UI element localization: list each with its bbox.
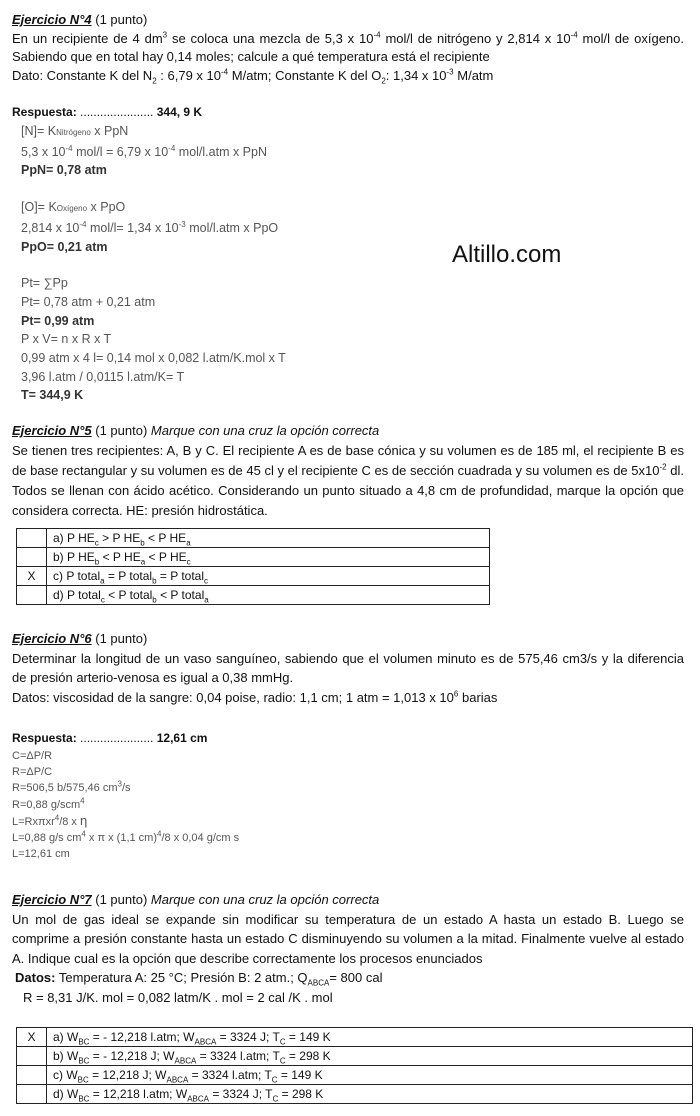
solution-result: T= 344,9 K bbox=[21, 388, 84, 403]
opt-part: = 3324 J; T bbox=[208, 1087, 273, 1101]
solution-line bbox=[21, 143, 693, 162]
sol-part: 4 bbox=[80, 795, 85, 805]
option-text bbox=[47, 1066, 693, 1085]
opt-part: = 3324 J; T bbox=[216, 1030, 280, 1044]
sol-part: x π x (1,1 cm) bbox=[85, 832, 158, 845]
ex6-answer bbox=[12, 729, 684, 748]
opt-part: = 3324 l.atm; T bbox=[188, 1068, 272, 1082]
opt-part: = P total bbox=[156, 569, 205, 583]
ex4-text: -4 bbox=[570, 30, 578, 40]
sol-part: 3 bbox=[117, 779, 122, 789]
answer-value: 12,61 cm bbox=[156, 731, 208, 745]
opt-part: C bbox=[279, 1056, 286, 1066]
opt-part: = P total bbox=[104, 569, 153, 583]
ex4-answer bbox=[12, 103, 684, 122]
sol-part: /8 x 0,04 g/cm s bbox=[161, 832, 240, 845]
ex4-dato-part: M/atm; Constante K del O bbox=[231, 67, 382, 83]
ex7-datos: Temperatura A: 25 °C; Presión B: 2 atm.; Q bbox=[58, 970, 308, 985]
opt-part: ABCA bbox=[166, 1075, 189, 1085]
option-row[interactable] bbox=[17, 1047, 693, 1066]
opt-part: = - 12,218 l.atm; W bbox=[89, 1030, 195, 1044]
ex6-points: (1 punto) bbox=[95, 631, 148, 646]
ex7-title: Ejercicio N°7 bbox=[12, 892, 92, 907]
option-text bbox=[47, 1028, 693, 1047]
ex4-text: se coloca una mezcla de 5,3 x 10 bbox=[171, 30, 374, 46]
option-text bbox=[47, 586, 490, 605]
answer-label: Respuesta: bbox=[12, 105, 77, 119]
option-row[interactable] bbox=[17, 1028, 693, 1047]
option-mark[interactable] bbox=[17, 1047, 47, 1066]
solution-line: 0,99 atm x 4 l= 0,14 mol x 0,082 l.atm/K.mol x T bbox=[21, 351, 286, 366]
sol-part: 2,814 x 10 bbox=[21, 220, 80, 235]
ex5-options-table bbox=[16, 528, 490, 605]
ex4-solution bbox=[12, 122, 693, 405]
sol-part: 4 bbox=[81, 829, 86, 839]
sol-part: -3 bbox=[178, 219, 186, 229]
option-row[interactable] bbox=[17, 548, 490, 567]
ex6-solution bbox=[12, 748, 684, 862]
ex4-text: oxígeno. Sabiendo que en total hay 0,14 moles; calcule a qué temperatura está el recipiente bbox=[12, 30, 684, 64]
sol-part: R=506,5 b/575,46 cm bbox=[12, 782, 118, 795]
opt-part: C bbox=[272, 1094, 279, 1104]
sol-part: mol/l.atm x PpN bbox=[178, 144, 267, 159]
answer-dots: ...................... bbox=[80, 731, 154, 745]
solution-line: Pt= ∑Pp bbox=[21, 276, 68, 291]
sol-part: mol/l = 6,79 x 10 bbox=[76, 144, 169, 159]
sol-part: η bbox=[80, 812, 88, 828]
watermark: Altillo.com bbox=[452, 241, 562, 268]
ex5-instruction: Marque con una cruz la opción correcta bbox=[150, 423, 380, 438]
option-row[interactable] bbox=[17, 586, 490, 605]
ex4-dato-part: : 1,34 x 10 bbox=[385, 67, 447, 83]
opt-part: b) P HE bbox=[53, 550, 95, 564]
sol-part: 4 bbox=[157, 829, 162, 839]
opt-part: < P HE bbox=[99, 550, 141, 564]
ex6-title: Ejercicio N°6 bbox=[12, 631, 92, 646]
solution-line bbox=[21, 122, 693, 143]
sol-part: mol/l.atm x PpO bbox=[189, 220, 279, 235]
opt-part: c) W bbox=[53, 1068, 78, 1082]
sol-part: L=Rxπxr bbox=[12, 815, 55, 828]
ex7-datos: = 800 cal bbox=[329, 970, 383, 985]
ex4-title: Ejercicio N°4 bbox=[12, 12, 92, 27]
ex6-statement bbox=[12, 629, 684, 707]
option-mark[interactable] bbox=[17, 529, 47, 548]
ex4-dato-part: 2 bbox=[152, 76, 157, 86]
ex7-options-table bbox=[16, 1027, 693, 1104]
option-row[interactable] bbox=[17, 1066, 693, 1085]
opt-part: b bbox=[140, 538, 145, 548]
opt-part: c bbox=[204, 576, 209, 586]
sol-part: [N]= K bbox=[21, 124, 57, 138]
opt-part: ABCA bbox=[194, 1037, 217, 1047]
sol-part: Oxígeno bbox=[56, 204, 88, 214]
ex6-datos: barias bbox=[461, 689, 498, 705]
opt-part: < P HE bbox=[144, 531, 187, 545]
ex7-instruction: Marque con una cruz la opción correcta bbox=[150, 892, 380, 907]
option-mark[interactable]: X bbox=[17, 1028, 47, 1047]
sol-part: -4 bbox=[65, 143, 73, 153]
opt-part: BC bbox=[78, 1037, 90, 1047]
opt-part: b bbox=[152, 576, 157, 586]
opt-part: = - 12,218 J; W bbox=[89, 1049, 175, 1063]
ex4-dato-part: : 6,79 x 10 bbox=[160, 67, 221, 83]
opt-part: = 3324 l.atm; T bbox=[196, 1049, 280, 1063]
opt-part: C bbox=[271, 1075, 278, 1085]
opt-part: d) P total bbox=[53, 588, 101, 602]
ex4-text: mol/l de bbox=[582, 30, 630, 46]
ex6-datos: Datos: viscosidad de la sangre: 0,04 poise, radio: 1,1 cm; 1 atm = 1,013 x 10 bbox=[12, 689, 454, 705]
solution-line: C=ΔP/R bbox=[12, 750, 53, 762]
option-mark[interactable] bbox=[17, 548, 47, 567]
ex4-text: mol/l de nitrógeno y 2,814 x 10 bbox=[385, 30, 571, 46]
solution-line bbox=[12, 830, 684, 846]
ex4-dato-part: M/atm bbox=[457, 67, 494, 83]
sol-part: -4 bbox=[168, 143, 176, 153]
ex6-text: Determinar la longitud de un vaso sanguíneo, sabiendo que el volumen minuto es de 575,46 cm3/s y la diferencia de presión arterio-venosa es igual a 0,38 mmHg. bbox=[12, 650, 684, 685]
sol-part: 5,3 x 10 bbox=[21, 144, 66, 159]
option-row[interactable] bbox=[17, 529, 490, 548]
opt-part: = 149 K bbox=[277, 1068, 323, 1082]
ex7-text: Un mol de gas ideal se expande sin modificar su temperatura de un estado A hasta un estado B. Luego se comprime a presión constante hasta un estado C disminuyendo su volumen a la mitad. Finalmente vuelve al estado A. Indique cual es la opción que describe correctamente los procesos enunciados bbox=[12, 911, 684, 966]
opt-part: < P total bbox=[156, 588, 205, 602]
solution-line bbox=[21, 219, 693, 238]
option-text bbox=[47, 1047, 693, 1066]
option-row[interactable] bbox=[17, 567, 490, 586]
solution-line: R=ΔP/C bbox=[12, 766, 53, 779]
ex4-statement bbox=[12, 11, 684, 85]
option-text bbox=[47, 548, 490, 567]
opt-part: b) W bbox=[53, 1049, 79, 1063]
ex5-text: Se tienen tres recipientes: A, B y C. El recipiente A es de base cónica y su volumen es de 185 ml, el recipiente B es de base rectangular y su volumen es de 45 cl y el recipiente C es de sección cuadrada y su volumen es de 5x10 bbox=[12, 443, 684, 478]
opt-part: d) W bbox=[53, 1087, 79, 1101]
ex4-dato-part: 2 bbox=[381, 76, 386, 86]
opt-part: BC bbox=[78, 1094, 90, 1104]
opt-part: c bbox=[94, 538, 99, 548]
solution-line bbox=[12, 780, 684, 796]
sol-part: [O]= K bbox=[21, 200, 57, 215]
sol-part: L=0,88 g/s cm bbox=[12, 832, 82, 845]
ex7-datos: ABCA bbox=[307, 978, 330, 988]
opt-part: b bbox=[94, 557, 100, 567]
ex4-points: (1 punto) bbox=[95, 12, 148, 27]
ex4-text: 3 bbox=[162, 30, 168, 40]
opt-part: > P HE bbox=[98, 531, 141, 545]
option-text bbox=[47, 1085, 693, 1104]
sol-part: x PpO bbox=[90, 200, 126, 215]
ex4-dato-part: -4 bbox=[221, 67, 229, 77]
option-text bbox=[47, 529, 490, 548]
opt-part: ABCA bbox=[174, 1056, 197, 1066]
sol-part: x PpN bbox=[94, 124, 129, 138]
ex7-r-line: R = 8,31 J/K. mol = 0,082 latm/K . mol = 2 cal /K . mol bbox=[23, 989, 333, 1005]
ex6-datos: 6 bbox=[453, 689, 459, 699]
option-mark[interactable] bbox=[17, 586, 47, 605]
opt-part: = 298 K bbox=[285, 1049, 331, 1063]
solution-line: L=12,61 cm bbox=[12, 848, 70, 861]
opt-part: c bbox=[100, 595, 105, 605]
opt-part: < P total bbox=[104, 588, 153, 602]
ex5-text: -2 bbox=[659, 462, 667, 472]
opt-part: a) W bbox=[53, 1030, 79, 1044]
solution-result: Pt= 0,99 atm bbox=[21, 313, 95, 328]
opt-part: = 12,218 l.atm; W bbox=[89, 1087, 188, 1101]
opt-part: a bbox=[186, 538, 191, 548]
solution-line: 3,96 l.atm / 0,0115 l.atm/K= T bbox=[21, 369, 185, 384]
ex4-text: -4 bbox=[373, 30, 381, 40]
solution-result: PpN= 0,78 atm bbox=[21, 163, 107, 178]
opt-part: c bbox=[186, 557, 191, 567]
opt-part: C bbox=[279, 1037, 286, 1047]
solution-line: Pt= 0,78 atm + 0,21 atm bbox=[21, 294, 156, 309]
answer-dots: ...................... bbox=[80, 105, 154, 119]
opt-part: = 149 K bbox=[285, 1030, 331, 1044]
ex5-text: dl. Todos se llenan con ácido acético. Considerando un punto situado a 4,8 cm de profundidad, marque la opción que considera correcta. HE: presión hidrostática. bbox=[12, 463, 684, 518]
ex7-statement bbox=[12, 890, 684, 1007]
option-mark[interactable] bbox=[17, 1085, 47, 1104]
ex4-text: En un recipiente de 4 dm bbox=[12, 30, 163, 46]
solution-line: P x V= n x R x T bbox=[21, 332, 112, 347]
solution-result: PpO= 0,21 atm bbox=[21, 239, 108, 254]
solution-line bbox=[12, 813, 684, 830]
ex4-dato-part: -3 bbox=[446, 67, 454, 77]
opt-part: BC bbox=[77, 1075, 89, 1085]
ex7-points: (1 punto) bbox=[95, 892, 148, 907]
option-row[interactable] bbox=[17, 1085, 693, 1104]
ex5-points: (1 punto) bbox=[95, 423, 148, 438]
opt-part: b bbox=[152, 595, 157, 605]
opt-part: c) P total bbox=[53, 569, 101, 583]
opt-part: a bbox=[140, 557, 146, 567]
answer-label: Respuesta: bbox=[12, 731, 77, 745]
option-text bbox=[47, 567, 490, 586]
solution-line bbox=[21, 198, 693, 219]
sol-part: R=0,88 g/scm bbox=[12, 798, 81, 811]
ex7-datos-label: Datos: bbox=[15, 970, 56, 985]
option-mark[interactable] bbox=[17, 1066, 47, 1085]
opt-part: BC bbox=[78, 1056, 90, 1066]
option-mark[interactable]: X bbox=[17, 567, 47, 586]
opt-part: a bbox=[100, 576, 105, 586]
opt-part: = 12,218 J; W bbox=[88, 1068, 167, 1082]
opt-part: ABCA bbox=[187, 1094, 209, 1104]
sol-part: /s bbox=[121, 782, 131, 795]
opt-part: a bbox=[204, 595, 209, 605]
solution-line bbox=[12, 797, 684, 813]
ex5-title: Ejercicio N°5 bbox=[12, 423, 92, 438]
sol-part: Nitrógeno bbox=[56, 128, 91, 137]
sol-part: 4 bbox=[54, 813, 60, 823]
ex4-dato-part: Dato: Constante K del N bbox=[12, 67, 153, 83]
opt-part: a) P HE bbox=[53, 531, 95, 545]
answer-value: 344, 9 K bbox=[156, 105, 203, 119]
sol-part: -4 bbox=[79, 219, 87, 229]
sol-part: /8 x bbox=[59, 815, 80, 828]
ex5-statement bbox=[12, 421, 684, 521]
opt-part: = 298 K bbox=[278, 1087, 324, 1101]
opt-part: < P HE bbox=[145, 550, 187, 564]
sol-part: mol/l= 1,34 x 10 bbox=[90, 220, 179, 235]
ex4-dato bbox=[12, 67, 494, 86]
